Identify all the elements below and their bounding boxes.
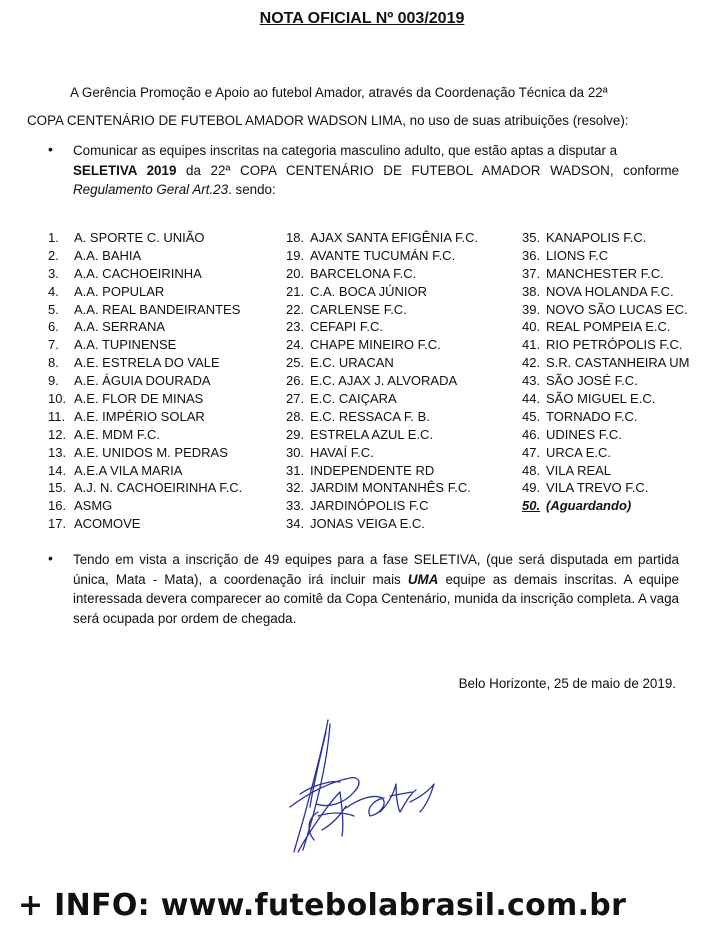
team-number: 43. — [522, 373, 541, 389]
team-list-item — [286, 372, 516, 390]
seletiva-label: SELETIVA 2019 — [73, 162, 177, 178]
team-name: VILA TREVO F.C. — [546, 480, 649, 496]
team-name: KANAPOLIS F.C. — [546, 230, 647, 245]
team-number: 13. — [48, 444, 67, 460]
team-number: 6. — [48, 319, 59, 335]
team-name: REAL POMPEIA E.C. — [546, 319, 671, 335]
team-name: A.E. MDM F.C. — [74, 426, 160, 442]
team-list-item — [522, 390, 722, 408]
team-name: JARDINÓPOLIS F.C — [310, 498, 429, 514]
team-name: MANCHESTER F.C. — [546, 265, 664, 281]
team-list-item — [48, 318, 278, 336]
team-number: 44. — [522, 391, 541, 407]
team-list-item — [522, 265, 722, 283]
team-list-item — [286, 229, 516, 247]
team-number: 31. — [286, 462, 305, 478]
team-number: 2. — [48, 247, 59, 263]
team-number: 37. — [522, 265, 541, 281]
team-number: 42. — [522, 355, 541, 371]
team-name: ASMG — [74, 498, 113, 514]
document-title: NOTA OFICIAL Nº 003/2019 — [259, 10, 465, 27]
team-list-item — [286, 318, 516, 336]
regulation-reference: Regulamento Geral Art.23 — [73, 182, 229, 197]
communication-line-2 — [73, 161, 679, 181]
team-list-item — [48, 497, 278, 515]
team-name: (Aguardando) — [546, 498, 632, 514]
team-name: A.E. ESTRELA DO VALE — [74, 355, 220, 371]
team-list-item — [48, 283, 278, 301]
team-list-item — [48, 336, 278, 354]
team-name: A.A. BAHIA — [74, 247, 142, 263]
team-name: A.E. UNIDOS M. PEDRAS — [74, 444, 228, 460]
team-list-item — [522, 283, 722, 301]
team-name: RIO PETRÓPOLIS F.C. — [546, 337, 683, 353]
team-number: 14. — [48, 462, 67, 478]
team-number: 11. — [48, 408, 66, 424]
team-name: VILA REAL — [546, 462, 612, 478]
team-list-item — [286, 265, 516, 283]
team-list-item — [286, 408, 516, 426]
team-number: 29. — [286, 426, 305, 442]
team-list-item — [48, 408, 278, 426]
signature-icon — [270, 712, 440, 862]
team-number: 21. — [286, 283, 305, 299]
team-list-item — [522, 479, 722, 497]
team-number: 45. — [522, 408, 541, 424]
team-list-item — [48, 515, 278, 533]
team-name: NOVO SÃO LUCAS EC. — [546, 301, 688, 317]
teams-column-1 — [48, 229, 278, 533]
team-list-item — [48, 301, 278, 319]
notice-part-1: Tendo em vista a inscrição de 49 equipes para a fase SELETIVA, (que será disputada em partida única, Mata - Mata), a coordenação irá incluir mais — [73, 552, 679, 587]
team-number: 46. — [522, 426, 541, 442]
team-name: A.J. N. CACHOEIRINHA F.C. — [74, 480, 243, 496]
team-list-item — [522, 462, 722, 480]
team-list-item — [286, 336, 516, 354]
team-list-item — [522, 408, 722, 426]
team-number: 10. — [48, 391, 67, 407]
team-number: 23. — [286, 319, 305, 335]
team-list-item — [286, 515, 516, 533]
team-list-item — [286, 444, 516, 462]
communication-paragraph — [73, 141, 679, 200]
team-list-item — [286, 301, 516, 319]
team-number: 5. — [48, 301, 59, 317]
team-number: 35. — [522, 230, 541, 245]
team-name: A.A. SERRANA — [74, 319, 166, 335]
team-list-item — [48, 265, 278, 283]
team-number: 25. — [286, 355, 305, 371]
team-number: 32. — [286, 480, 305, 496]
team-name: JONAS VEIGA E.C. — [310, 516, 425, 532]
bullet-icon: • — [48, 550, 53, 566]
team-name: A.E.A VILA MARIA — [74, 462, 183, 478]
team-number: 17. — [48, 516, 67, 532]
team-number: 22. — [286, 301, 305, 317]
footer-info-link[interactable]: + INFO: www.futebolabrasil.com.br — [18, 888, 627, 923]
selection-notice-paragraph — [73, 550, 679, 628]
team-name: CEFAPI F.C. — [310, 319, 383, 335]
team-name: SÃO JOSÉ F.C. — [546, 373, 638, 389]
team-number: 34. — [286, 516, 305, 532]
team-number: 33. — [286, 498, 305, 514]
team-list-item — [522, 372, 722, 390]
team-list-item — [286, 462, 516, 480]
team-name: E.C. CAIÇARA — [310, 391, 397, 407]
team-number: 9. — [48, 373, 59, 389]
team-name: UDINES F.C. — [546, 426, 622, 442]
team-number: 16. — [48, 498, 67, 514]
team-name: E.C. RESSACA F. B. — [310, 408, 430, 424]
intro-line-1: A Gerência Promoção e Apoio ao futebol Amador, através da Coordenação Técnica da 22ª — [70, 85, 608, 100]
team-list-item — [522, 444, 722, 462]
team-list-item — [286, 426, 516, 444]
team-list-item — [48, 444, 278, 462]
team-name: AJAX SANTA EFIGÊNIA F.C. — [310, 230, 479, 245]
team-list-item — [48, 372, 278, 390]
team-name: SÃO MIGUEL E.C. — [546, 391, 656, 407]
team-name: A.A. POPULAR — [74, 283, 165, 299]
team-name: LIONS F.C — [546, 247, 609, 263]
team-number: 30. — [286, 444, 305, 460]
team-name: NOVA HOLANDA F.C. — [546, 283, 674, 299]
team-number: 12. — [48, 426, 67, 442]
team-number: 8. — [48, 355, 59, 371]
team-name: A.A. TUPINENSE — [74, 337, 177, 353]
team-list-item — [522, 301, 722, 319]
team-number: 4. — [48, 283, 59, 299]
team-list-item — [286, 479, 516, 497]
team-name: HAVAÍ F.C. — [310, 444, 374, 460]
team-number: 19. — [286, 247, 305, 263]
team-number: 7. — [48, 337, 59, 353]
team-list-item — [522, 318, 722, 336]
team-list-item — [286, 354, 516, 372]
team-number: 26. — [286, 373, 305, 389]
team-name: BARCELONA F.C. — [310, 265, 417, 281]
team-number: 3. — [48, 265, 59, 281]
team-number: 50. — [522, 498, 541, 514]
team-number: 41. — [522, 337, 541, 353]
team-list-item — [48, 462, 278, 480]
team-list-item — [48, 426, 278, 444]
team-number: 24. — [286, 337, 305, 353]
communication-line-3 — [73, 180, 679, 200]
team-list-item — [286, 247, 516, 265]
teams-column-2 — [286, 229, 516, 533]
team-number: 36. — [522, 247, 541, 263]
intro-line-2: COPA CENTENÁRIO DE FUTEBOL AMADOR WADSON LIMA, no uso de suas atribuições (resolve): — [27, 113, 629, 128]
team-name: AVANTE TUCUMÁN F.C. — [310, 247, 456, 263]
notice-part-2: equipe as demais inscritas. A equipe interessada devera comparecer ao comitê da Copa Centenário, munida da inscrição completa. A vaga será ocupada por ordem de chegada. — [73, 571, 679, 626]
team-list-item — [522, 229, 722, 247]
team-list-item — [48, 229, 278, 247]
team-number: 49. — [522, 480, 541, 496]
team-list-item — [48, 479, 278, 497]
team-name: A.E. FLOR DE MINAS — [74, 391, 204, 407]
team-name: S.R. CASTANHEIRA UM — [546, 355, 690, 371]
team-name: ESTRELA AZUL E.C. — [310, 426, 434, 442]
team-name: CHAPE MINEIRO F.C. — [310, 337, 441, 353]
team-name: E.C. AJAX J. ALVORADA — [310, 373, 458, 389]
team-list-item — [48, 390, 278, 408]
team-list-item — [286, 390, 516, 408]
teams-column-3 — [522, 229, 722, 515]
team-name: CARLENSE F.C. — [310, 301, 407, 317]
team-number: 18. — [286, 230, 305, 245]
team-name: ACOMOVE — [74, 516, 141, 532]
team-list-item — [522, 336, 722, 354]
team-number: 20. — [286, 265, 305, 281]
team-list-item — [48, 354, 278, 372]
team-list-item — [522, 426, 722, 444]
communication-line-2-rest: da 22ª COPA CENTENÁRIO DE FUTEBOL AMADOR WADSON, conforme — [176, 162, 679, 178]
team-name: E.C. URACAN — [310, 355, 394, 371]
team-name: A.E. ÁGUIA DOURADA — [74, 373, 211, 389]
team-name: JARDIM MONTANHÊS F.C. — [310, 480, 471, 496]
place-and-date: Belo Horizonte, 25 de maio de 2019. — [458, 676, 676, 691]
team-list-item — [48, 247, 278, 265]
team-number: 39. — [522, 301, 541, 317]
team-name: A.A. CACHOEIRINHA — [74, 265, 202, 281]
team-number: 1. — [48, 230, 59, 245]
team-number: 28. — [286, 408, 305, 424]
communication-line-3-rest: . sendo: — [228, 182, 276, 197]
notice-uma: UMA — [407, 571, 439, 587]
team-number: 27. — [286, 391, 305, 407]
team-name: TORNADO F.C. — [546, 408, 638, 424]
team-number: 48. — [522, 462, 541, 478]
team-number: 47. — [522, 444, 541, 460]
team-list-item — [286, 283, 516, 301]
team-name: URCA E.C. — [546, 444, 612, 460]
team-list-item — [286, 497, 516, 515]
team-name: A. SPORTE C. UNIÃO — [74, 230, 205, 245]
team-name: A.A. REAL BANDEIRANTES — [74, 301, 241, 317]
team-name: INDEPENDENTE RD — [310, 462, 435, 478]
team-name: C.A. BOCA JÚNIOR — [310, 283, 428, 299]
team-list-item — [522, 354, 722, 372]
team-number: 38. — [522, 283, 541, 299]
bullet-icon: • — [48, 141, 53, 157]
team-list-item — [522, 497, 722, 515]
team-list-item — [522, 247, 722, 265]
team-name: A.E. IMPÉRIO SOLAR — [74, 408, 205, 424]
communication-line-1: Comunicar as equipes inscritas na categoria masculino adulto, que estão aptas a disputar a — [73, 143, 618, 158]
team-number: 15. — [48, 480, 67, 496]
team-number: 40. — [522, 319, 541, 335]
